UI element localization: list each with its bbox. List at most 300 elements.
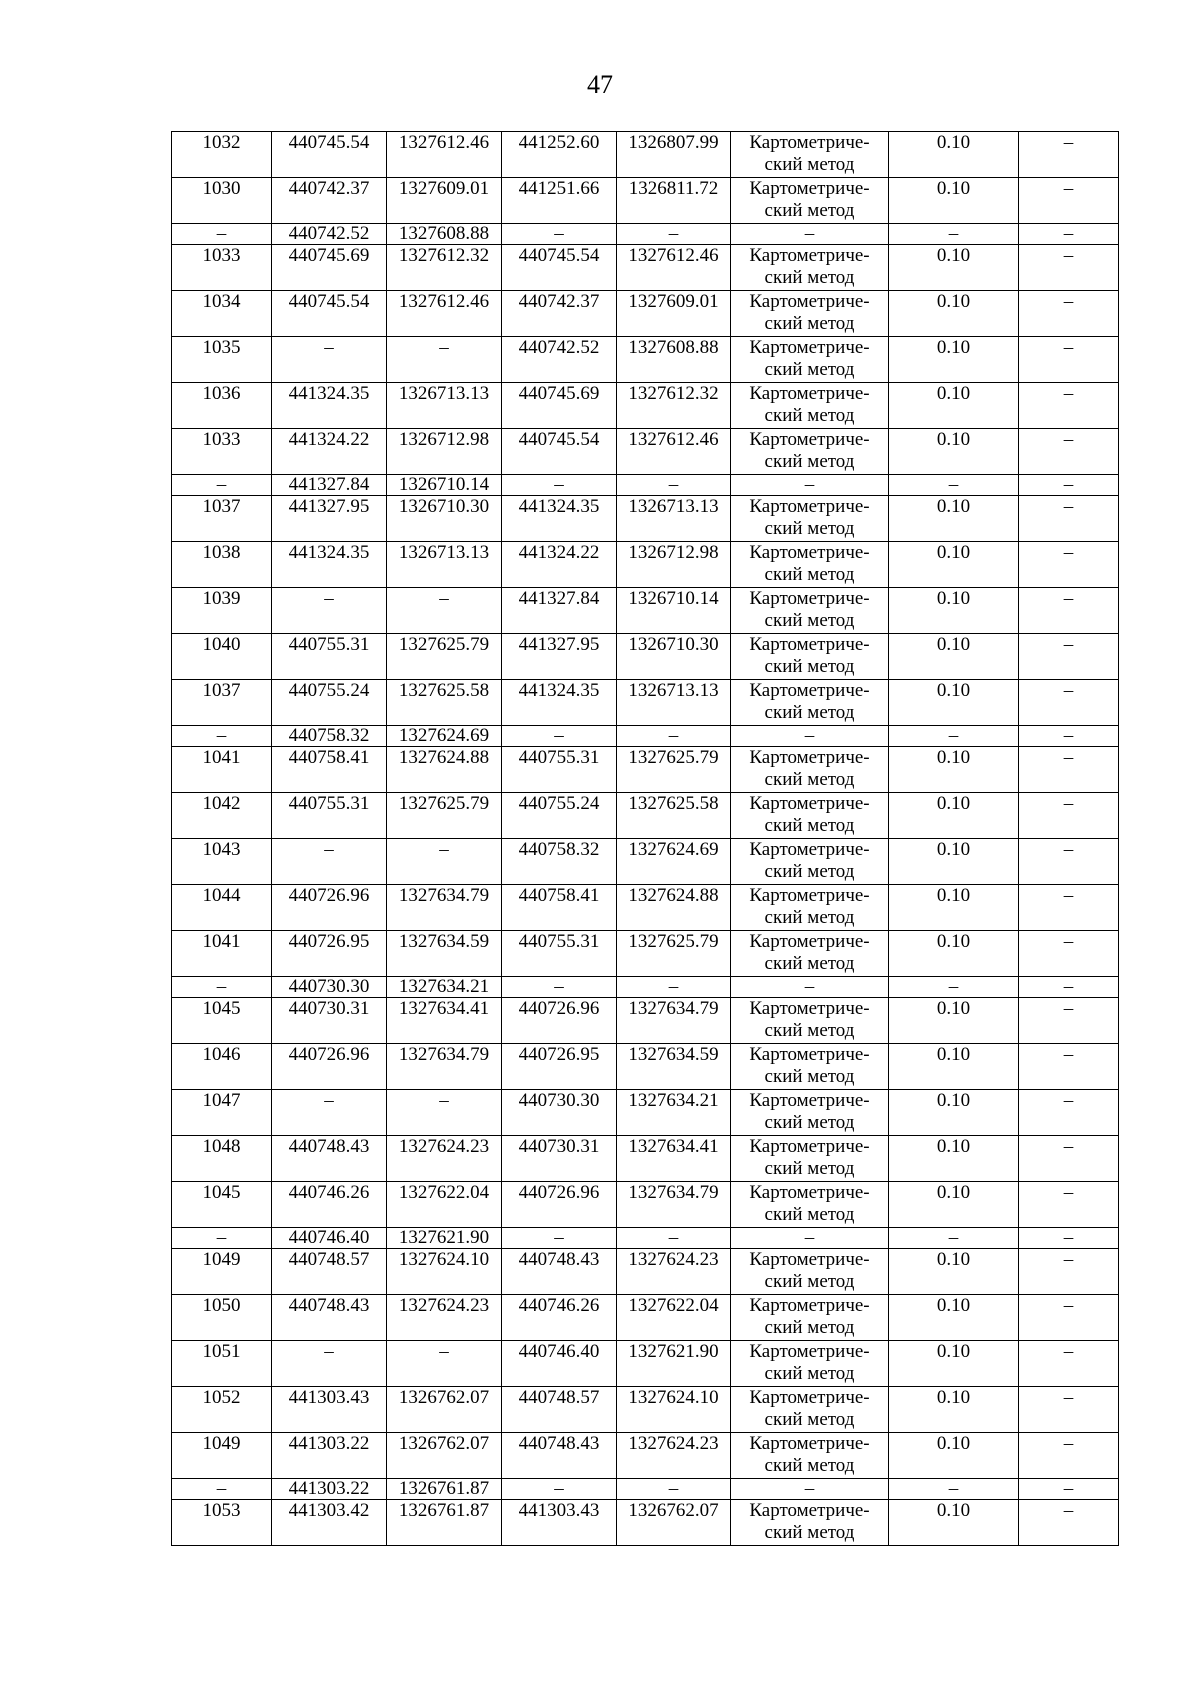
- accuracy-cell: 0.10: [889, 680, 1019, 726]
- x-new-cell: 440755.24: [502, 793, 617, 839]
- method-line: Картометриче-: [749, 178, 870, 199]
- x-old-cell: –: [272, 588, 387, 634]
- table-row: [172, 793, 1119, 839]
- y-new-cell: 1327634.79: [617, 1182, 731, 1228]
- point-number-cell: 1047: [172, 1090, 272, 1136]
- point-number-cell: 1050: [172, 1295, 272, 1341]
- y-old-cell: 1326713.13: [387, 383, 502, 429]
- y-new-cell: 1327634.59: [617, 1044, 731, 1090]
- method-line: ский метод: [764, 907, 855, 928]
- x-new-cell: 440748.43: [502, 1249, 617, 1295]
- table-row: [172, 1387, 1119, 1433]
- x-old-cell: –: [272, 1341, 387, 1387]
- point-number-cell: 1034: [172, 291, 272, 337]
- y-new-cell: 1326811.72: [617, 178, 731, 224]
- accuracy-cell: –: [889, 224, 1019, 245]
- method-cell: [731, 542, 889, 588]
- y-old-cell: 1326710.30: [387, 496, 502, 542]
- y-old-cell: 1327634.41: [387, 998, 502, 1044]
- note-cell: –: [1019, 337, 1119, 383]
- accuracy-cell: –: [889, 1479, 1019, 1500]
- method-cell: [731, 1182, 889, 1228]
- x-new-cell: 441252.60: [502, 132, 617, 178]
- method-line: Картометриче-: [749, 291, 870, 312]
- accuracy-cell: –: [889, 726, 1019, 747]
- table-row: [172, 1182, 1119, 1228]
- y-old-cell: 1326713.13: [387, 542, 502, 588]
- y-old-cell: 1327634.79: [387, 1044, 502, 1090]
- point-number-cell: 1036: [172, 383, 272, 429]
- x-old-cell: 440748.43: [272, 1136, 387, 1182]
- x-old-cell: 440726.96: [272, 1044, 387, 1090]
- method-line: Картометриче-: [749, 132, 870, 153]
- note-cell: –: [1019, 977, 1119, 998]
- x-new-cell: 440730.31: [502, 1136, 617, 1182]
- y-new-cell: 1327625.79: [617, 747, 731, 793]
- method-line: Картометриче-: [749, 839, 870, 860]
- y-old-cell: 1327612.46: [387, 132, 502, 178]
- method-line: Картометриче-: [749, 1182, 870, 1203]
- note-cell: –: [1019, 998, 1119, 1044]
- y-old-cell: 1327634.59: [387, 931, 502, 977]
- y-new-cell: –: [617, 475, 731, 496]
- method-line: ский метод: [764, 1363, 855, 1384]
- point-number-cell: –: [172, 977, 272, 998]
- note-cell: –: [1019, 1341, 1119, 1387]
- y-new-cell: 1327624.88: [617, 885, 731, 931]
- note-cell: –: [1019, 178, 1119, 224]
- note-cell: –: [1019, 1249, 1119, 1295]
- x-new-cell: 440745.54: [502, 245, 617, 291]
- x-old-cell: –: [272, 1090, 387, 1136]
- table-row: [172, 1341, 1119, 1387]
- y-new-cell: 1327634.41: [617, 1136, 731, 1182]
- point-number-cell: –: [172, 224, 272, 245]
- accuracy-cell: 0.10: [889, 588, 1019, 634]
- method-line: ский метод: [764, 610, 855, 631]
- accuracy-cell: 0.10: [889, 383, 1019, 429]
- method-line: ский метод: [764, 518, 855, 539]
- x-old-cell: 440758.32: [272, 726, 387, 747]
- note-cell: –: [1019, 1090, 1119, 1136]
- method-line: Картометриче-: [749, 747, 870, 768]
- x-old-cell: 441303.22: [272, 1433, 387, 1479]
- point-number-cell: 1032: [172, 132, 272, 178]
- y-new-cell: 1326713.13: [617, 680, 731, 726]
- method-line: ский метод: [764, 656, 855, 677]
- method-line: Картометриче-: [749, 885, 870, 906]
- accuracy-cell: –: [889, 977, 1019, 998]
- y-old-cell: 1327624.88: [387, 747, 502, 793]
- x-old-cell: 440745.54: [272, 132, 387, 178]
- y-new-cell: 1327625.79: [617, 931, 731, 977]
- accuracy-cell: –: [889, 1228, 1019, 1249]
- note-cell: –: [1019, 542, 1119, 588]
- method-line: ский метод: [764, 1271, 855, 1292]
- x-new-cell: 440742.37: [502, 291, 617, 337]
- method-line: Картометриче-: [749, 998, 870, 1019]
- method-cell: [731, 747, 889, 793]
- method-line: ский метод: [764, 1066, 855, 1087]
- table-row: [172, 747, 1119, 793]
- x-old-cell: 440730.30: [272, 977, 387, 998]
- table-row: [172, 224, 1119, 245]
- method-cell: [731, 1295, 889, 1341]
- y-new-cell: 1327609.01: [617, 291, 731, 337]
- x-new-cell: 440745.69: [502, 383, 617, 429]
- point-number-cell: 1033: [172, 245, 272, 291]
- x-old-cell: 440748.57: [272, 1249, 387, 1295]
- point-number-cell: 1044: [172, 885, 272, 931]
- method-line: ский метод: [764, 702, 855, 723]
- method-line: Картометриче-: [749, 1044, 870, 1065]
- x-old-cell: 440726.96: [272, 885, 387, 931]
- table-row: [172, 1500, 1119, 1546]
- y-new-cell: 1327622.04: [617, 1295, 731, 1341]
- x-old-cell: 440745.69: [272, 245, 387, 291]
- y-old-cell: 1327625.79: [387, 634, 502, 680]
- table-row: [172, 588, 1119, 634]
- method-line: Картометриче-: [749, 1295, 870, 1316]
- table-row: [172, 496, 1119, 542]
- x-old-cell: 440746.26: [272, 1182, 387, 1228]
- method-line: Картометриче-: [749, 1136, 870, 1157]
- method-line: ский метод: [764, 267, 855, 288]
- point-number-cell: 1049: [172, 1433, 272, 1479]
- point-number-cell: 1045: [172, 1182, 272, 1228]
- method-line: Картометриче-: [749, 1500, 870, 1521]
- page-number: 47: [587, 70, 613, 99]
- table-body: [172, 132, 1119, 1546]
- table-row: [172, 1090, 1119, 1136]
- method-line: ский метод: [764, 1112, 855, 1133]
- x-old-cell: 440745.54: [272, 291, 387, 337]
- method-line: Картометриче-: [749, 383, 870, 404]
- point-number-cell: 1035: [172, 337, 272, 383]
- method-line: ский метод: [764, 1455, 855, 1476]
- y-new-cell: 1327624.10: [617, 1387, 731, 1433]
- method-line: ский метод: [764, 405, 855, 426]
- method-cell: [731, 337, 889, 383]
- x-old-cell: 441327.84: [272, 475, 387, 496]
- method-line: ский метод: [764, 200, 855, 221]
- table-row: [172, 839, 1119, 885]
- accuracy-cell: 0.10: [889, 998, 1019, 1044]
- x-new-cell: 441324.35: [502, 496, 617, 542]
- x-new-cell: 440726.96: [502, 998, 617, 1044]
- table-row: [172, 998, 1119, 1044]
- method-line: ский метод: [764, 154, 855, 175]
- x-new-cell: 440745.54: [502, 429, 617, 475]
- accuracy-cell: 0.10: [889, 1182, 1019, 1228]
- x-new-cell: 440748.57: [502, 1387, 617, 1433]
- x-old-cell: 440742.37: [272, 178, 387, 224]
- method-cell: [731, 588, 889, 634]
- accuracy-cell: –: [889, 475, 1019, 496]
- point-number-cell: –: [172, 726, 272, 747]
- x-old-cell: –: [272, 337, 387, 383]
- x-new-cell: 441324.35: [502, 680, 617, 726]
- y-new-cell: 1327612.46: [617, 245, 731, 291]
- x-old-cell: 441303.22: [272, 1479, 387, 1500]
- accuracy-cell: 0.10: [889, 496, 1019, 542]
- note-cell: –: [1019, 885, 1119, 931]
- y-old-cell: –: [387, 839, 502, 885]
- method-line: ский метод: [764, 953, 855, 974]
- note-cell: –: [1019, 291, 1119, 337]
- accuracy-cell: 0.10: [889, 1500, 1019, 1546]
- accuracy-cell: 0.10: [889, 245, 1019, 291]
- x-old-cell: 441327.95: [272, 496, 387, 542]
- y-old-cell: 1327612.46: [387, 291, 502, 337]
- method-cell: [731, 383, 889, 429]
- y-new-cell: 1326710.14: [617, 588, 731, 634]
- accuracy-cell: 0.10: [889, 793, 1019, 839]
- y-new-cell: 1326762.07: [617, 1500, 731, 1546]
- method-cell: [731, 132, 889, 178]
- y-old-cell: 1327625.58: [387, 680, 502, 726]
- point-number-cell: 1030: [172, 178, 272, 224]
- method-line: Картометриче-: [749, 496, 870, 517]
- y-new-cell: –: [617, 1479, 731, 1500]
- y-new-cell: 1327612.46: [617, 429, 731, 475]
- x-old-cell: 440746.40: [272, 1228, 387, 1249]
- y-old-cell: 1327624.23: [387, 1295, 502, 1341]
- accuracy-cell: 0.10: [889, 178, 1019, 224]
- method-line: ский метод: [764, 1020, 855, 1041]
- x-new-cell: 440746.40: [502, 1341, 617, 1387]
- x-new-cell: 441324.22: [502, 542, 617, 588]
- note-cell: –: [1019, 429, 1119, 475]
- table-row: [172, 1295, 1119, 1341]
- x-old-cell: 440758.41: [272, 747, 387, 793]
- note-cell: –: [1019, 634, 1119, 680]
- accuracy-cell: 0.10: [889, 1433, 1019, 1479]
- method-cell: [731, 245, 889, 291]
- note-cell: –: [1019, 132, 1119, 178]
- y-new-cell: 1327625.58: [617, 793, 731, 839]
- x-new-cell: –: [502, 1228, 617, 1249]
- method-cell: [731, 998, 889, 1044]
- x-new-cell: 440730.30: [502, 1090, 617, 1136]
- method-cell: [731, 1136, 889, 1182]
- x-new-cell: –: [502, 224, 617, 245]
- y-old-cell: 1326761.87: [387, 1500, 502, 1546]
- x-old-cell: 441324.22: [272, 429, 387, 475]
- note-cell: –: [1019, 588, 1119, 634]
- x-old-cell: 441324.35: [272, 383, 387, 429]
- coordinates-table: [171, 131, 1119, 1546]
- y-new-cell: 1327624.23: [617, 1249, 731, 1295]
- method-line: ский метод: [764, 1204, 855, 1225]
- accuracy-cell: 0.10: [889, 839, 1019, 885]
- method-line: ский метод: [764, 1522, 855, 1543]
- method-line: Картометриче-: [749, 429, 870, 450]
- point-number-cell: –: [172, 475, 272, 496]
- x-new-cell: 440758.41: [502, 885, 617, 931]
- accuracy-cell: 0.10: [889, 1387, 1019, 1433]
- method-line: ский метод: [764, 1158, 855, 1179]
- method-line: Картометриче-: [749, 337, 870, 358]
- x-old-cell: 440730.31: [272, 998, 387, 1044]
- y-old-cell: 1327624.10: [387, 1249, 502, 1295]
- y-new-cell: 1327612.32: [617, 383, 731, 429]
- x-new-cell: 440748.43: [502, 1433, 617, 1479]
- method-cell: [731, 1090, 889, 1136]
- y-old-cell: 1327624.23: [387, 1136, 502, 1182]
- method-line: ский метод: [764, 861, 855, 882]
- method-cell: [731, 1341, 889, 1387]
- x-new-cell: 440726.95: [502, 1044, 617, 1090]
- method-cell: [731, 291, 889, 337]
- note-cell: –: [1019, 726, 1119, 747]
- y-new-cell: 1327621.90: [617, 1341, 731, 1387]
- x-new-cell: 441303.43: [502, 1500, 617, 1546]
- accuracy-cell: 0.10: [889, 429, 1019, 475]
- y-old-cell: –: [387, 337, 502, 383]
- note-cell: –: [1019, 1182, 1119, 1228]
- method-line: Картометриче-: [749, 1387, 870, 1408]
- accuracy-cell: 0.10: [889, 542, 1019, 588]
- y-old-cell: 1327609.01: [387, 178, 502, 224]
- x-new-cell: 440746.26: [502, 1295, 617, 1341]
- table-row: [172, 726, 1119, 747]
- point-number-cell: 1052: [172, 1387, 272, 1433]
- x-new-cell: 440726.96: [502, 1182, 617, 1228]
- y-new-cell: 1327634.21: [617, 1090, 731, 1136]
- method-line: ский метод: [764, 769, 855, 790]
- method-line: Картометриче-: [749, 542, 870, 563]
- point-number-cell: –: [172, 1479, 272, 1500]
- x-old-cell: 441303.43: [272, 1387, 387, 1433]
- table-row: [172, 291, 1119, 337]
- point-number-cell: 1033: [172, 429, 272, 475]
- accuracy-cell: 0.10: [889, 931, 1019, 977]
- y-old-cell: 1327625.79: [387, 793, 502, 839]
- y-old-cell: 1327634.21: [387, 977, 502, 998]
- method-cell: –: [731, 475, 889, 496]
- method-cell: [731, 931, 889, 977]
- table-row: [172, 1249, 1119, 1295]
- y-old-cell: 1326710.14: [387, 475, 502, 496]
- y-old-cell: –: [387, 1341, 502, 1387]
- method-line: ский метод: [764, 313, 855, 334]
- table-row: [172, 1136, 1119, 1182]
- x-new-cell: 441327.84: [502, 588, 617, 634]
- x-old-cell: 440755.31: [272, 634, 387, 680]
- y-old-cell: –: [387, 588, 502, 634]
- x-new-cell: –: [502, 475, 617, 496]
- point-number-cell: 1043: [172, 839, 272, 885]
- method-line: Картометриче-: [749, 1433, 870, 1454]
- point-number-cell: 1046: [172, 1044, 272, 1090]
- method-line: Картометриче-: [749, 1249, 870, 1270]
- y-new-cell: 1327634.79: [617, 998, 731, 1044]
- point-number-cell: 1042: [172, 793, 272, 839]
- table-row: [172, 1044, 1119, 1090]
- y-old-cell: 1326761.87: [387, 1479, 502, 1500]
- accuracy-cell: 0.10: [889, 1090, 1019, 1136]
- method-cell: [731, 1249, 889, 1295]
- y-old-cell: 1326762.07: [387, 1433, 502, 1479]
- x-new-cell: 440755.31: [502, 931, 617, 977]
- y-new-cell: 1327608.88: [617, 337, 731, 383]
- method-line: Картометриче-: [749, 245, 870, 266]
- table-row: [172, 178, 1119, 224]
- y-old-cell: 1327624.69: [387, 726, 502, 747]
- accuracy-cell: 0.10: [889, 291, 1019, 337]
- point-number-cell: 1037: [172, 496, 272, 542]
- x-new-cell: –: [502, 726, 617, 747]
- x-old-cell: 440755.24: [272, 680, 387, 726]
- y-old-cell: –: [387, 1090, 502, 1136]
- note-cell: –: [1019, 1387, 1119, 1433]
- y-new-cell: –: [617, 726, 731, 747]
- x-new-cell: 441327.95: [502, 634, 617, 680]
- point-number-cell: –: [172, 1228, 272, 1249]
- method-cell: [731, 1433, 889, 1479]
- note-cell: –: [1019, 245, 1119, 291]
- y-old-cell: 1327634.79: [387, 885, 502, 931]
- method-line: Картометриче-: [749, 793, 870, 814]
- note-cell: –: [1019, 475, 1119, 496]
- note-cell: –: [1019, 839, 1119, 885]
- method-cell: –: [731, 1479, 889, 1500]
- note-cell: –: [1019, 383, 1119, 429]
- x-new-cell: –: [502, 1479, 617, 1500]
- method-line: ский метод: [764, 564, 855, 585]
- x-old-cell: 441303.42: [272, 1500, 387, 1546]
- y-old-cell: 1327612.32: [387, 245, 502, 291]
- method-cell: –: [731, 726, 889, 747]
- method-line: ский метод: [764, 451, 855, 472]
- accuracy-cell: 0.10: [889, 1136, 1019, 1182]
- accuracy-cell: 0.10: [889, 885, 1019, 931]
- y-new-cell: 1326713.13: [617, 496, 731, 542]
- note-cell: –: [1019, 1479, 1119, 1500]
- note-cell: –: [1019, 680, 1119, 726]
- method-line: ский метод: [764, 815, 855, 836]
- note-cell: –: [1019, 1044, 1119, 1090]
- table-row: [172, 634, 1119, 680]
- note-cell: –: [1019, 931, 1119, 977]
- table-row: [172, 429, 1119, 475]
- table-row: [172, 542, 1119, 588]
- method-cell: –: [731, 1228, 889, 1249]
- y-new-cell: 1326710.30: [617, 634, 731, 680]
- method-cell: [731, 1387, 889, 1433]
- accuracy-cell: 0.10: [889, 634, 1019, 680]
- note-cell: –: [1019, 1136, 1119, 1182]
- y-new-cell: –: [617, 224, 731, 245]
- table-row: [172, 1433, 1119, 1479]
- point-number-cell: 1051: [172, 1341, 272, 1387]
- y-new-cell: 1327624.23: [617, 1433, 731, 1479]
- point-number-cell: 1041: [172, 747, 272, 793]
- y-new-cell: 1327624.69: [617, 839, 731, 885]
- accuracy-cell: 0.10: [889, 747, 1019, 793]
- method-cell: –: [731, 977, 889, 998]
- note-cell: –: [1019, 224, 1119, 245]
- table-row: [172, 977, 1119, 998]
- method-line: ский метод: [764, 1409, 855, 1430]
- point-number-cell: 1048: [172, 1136, 272, 1182]
- table-row: [172, 383, 1119, 429]
- note-cell: –: [1019, 1228, 1119, 1249]
- x-old-cell: 440748.43: [272, 1295, 387, 1341]
- y-old-cell: 1327608.88: [387, 224, 502, 245]
- table-row: [172, 931, 1119, 977]
